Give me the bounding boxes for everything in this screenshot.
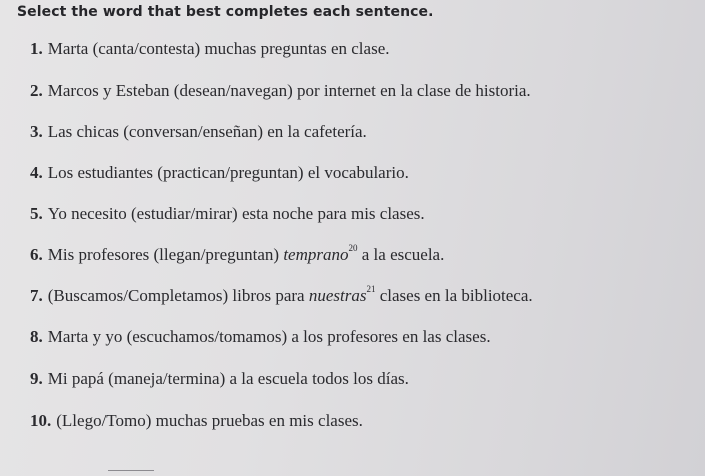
- item-number: 6.: [30, 245, 43, 264]
- sentence-item-1: [30, 39, 390, 59]
- sentence-text-start: Mis profesores (llegan/preguntan): [47, 245, 284, 264]
- sentence-item-7: [30, 286, 533, 306]
- sentence-item-4: [30, 163, 409, 183]
- instructions-heading: Select the word that best completes each sentence.: [17, 4, 434, 20]
- sentence-item-6: [30, 245, 444, 265]
- item-number: 10.: [30, 411, 52, 430]
- item-number: 2.: [30, 81, 43, 100]
- sentence-item-8: [30, 327, 491, 347]
- sentence-text: Yo necesito (estudiar/mirar) esta noche para mis clases.: [47, 204, 425, 223]
- sentence-text: Marcos y Esteban (desean/navegan) por internet en la clase de historia.: [47, 81, 531, 100]
- glossed-word: temprano: [283, 245, 349, 264]
- sentence-text: Los estudiantes (practican/preguntan) el vocabulario.: [47, 163, 409, 182]
- sentence-text: Marta (canta/contesta) muchas preguntas en clase.: [47, 39, 390, 58]
- sentence-item-5: [30, 204, 425, 224]
- item-number: 7.: [30, 286, 43, 305]
- sentence-text-end: clases en la biblioteca.: [375, 286, 533, 305]
- sentence-item-2: [30, 81, 531, 101]
- bottom-rule: [108, 470, 154, 471]
- sentence-text: Marta y yo (escuchamos/tomamos) a los profesores en las clases.: [47, 327, 491, 346]
- item-number: 1.: [30, 39, 43, 58]
- sentence-item-9: [30, 369, 409, 389]
- sentence-text: (Llego/Tomo) muchas pruebas en mis clases.: [56, 411, 363, 430]
- item-number: 5.: [30, 204, 43, 223]
- sentence-text: Las chicas (conversan/enseñan) en la cafetería.: [47, 122, 367, 141]
- footnote-marker: 21: [366, 284, 376, 295]
- footnote-marker: 20: [348, 243, 358, 254]
- item-number: 8.: [30, 327, 43, 346]
- sentence-item-3: [30, 122, 367, 142]
- sentence-text-start: (Buscamos/Completamos) libros para: [47, 286, 309, 305]
- glossed-word: nuestras: [308, 286, 367, 305]
- item-number: 9.: [30, 369, 43, 388]
- item-number: 3.: [30, 122, 43, 141]
- sentence-item-10: [30, 411, 363, 431]
- item-number: 4.: [30, 163, 43, 182]
- sentence-text: Mi papá (maneja/termina) a la escuela todos los días.: [47, 369, 409, 388]
- sentence-text-end: a la escuela.: [357, 245, 445, 264]
